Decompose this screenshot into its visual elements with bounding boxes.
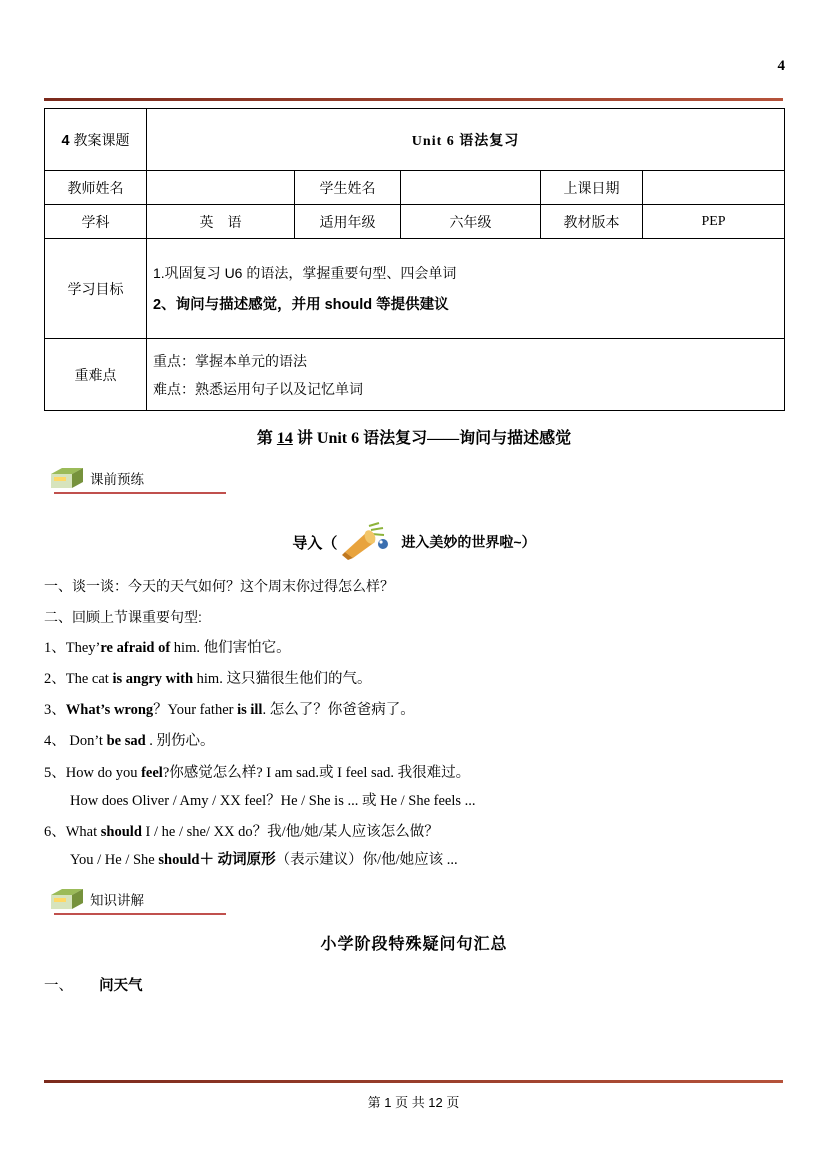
table-row <box>45 339 785 411</box>
cell-difficulty-label: 重难点 <box>45 339 147 411</box>
footer-page-indicator: 第 1 页 共 12 页 <box>367 1095 460 1110</box>
sentence-fragment: . 怎么了？你爸爸病了。 <box>262 702 415 719</box>
sentence-line-3 <box>44 701 784 719</box>
sentence-fragment: feel <box>141 764 163 781</box>
lecture-number: 14 <box>276 430 293 447</box>
cell-teacher-value <box>147 171 295 205</box>
goal-line-2: 2、询问与描述感觉，并用 should 等提供建议 <box>153 297 449 313</box>
cell-goal-label: 学习目标 <box>45 239 147 339</box>
sentence-fragment: ?你感觉怎么样? I am sad.或 I feel sad. 我很难过。 <box>162 764 471 781</box>
lecture-middle: 讲 <box>296 430 313 447</box>
sentence-fragment: him. 这只猫很生他们的气。 <box>193 671 372 688</box>
sentence-fragment: The cat <box>65 671 113 688</box>
lecture-heading <box>44 425 784 448</box>
topic-number: 4 <box>61 132 70 149</box>
sentence-fragment: should <box>100 823 142 840</box>
sentence-fragment: How do you <box>65 764 142 781</box>
section-tag-underline <box>54 913 226 915</box>
section-tag-label: 知识讲解 <box>90 892 144 908</box>
sentence-line-6 <box>44 823 784 841</box>
knowledge-item-1-index: 一、 <box>44 977 73 994</box>
table-row <box>45 171 785 205</box>
sentence-fragment: re afraid of <box>100 640 171 656</box>
sentence-fragment: They’ <box>65 640 101 656</box>
header-rule <box>44 98 783 101</box>
sentence-index: 6、 <box>44 823 66 840</box>
footer-rule <box>44 1080 783 1083</box>
knowledge-heading: 小学阶段特殊疑问句汇总 <box>320 935 508 953</box>
sentence-index: 1、 <box>44 640 66 656</box>
green-arrow-icon <box>50 888 84 912</box>
sentence-fragment: （表示建议）你/他/她应该 ... <box>275 851 458 868</box>
table-row <box>45 109 785 171</box>
review-item-2: 二、回顾上节课重要句型: <box>44 608 202 625</box>
cell-teacher-label: 教师姓名 <box>45 171 147 205</box>
cell-grade-value: 六年级 <box>401 205 541 239</box>
section-tag-underline <box>54 492 226 494</box>
section-tag-knowledge <box>50 885 784 915</box>
cell-book-label: 教材版本 <box>541 205 643 239</box>
sentence-line-4 <box>44 732 784 750</box>
sentence-fragment: is angry with <box>112 671 194 688</box>
cell-subject-value: 英 语 <box>147 205 295 239</box>
knowledge-item-1-text: 问天气 <box>99 977 143 994</box>
topic-label: 教案课题 <box>73 131 130 148</box>
green-arrow-icon <box>50 467 84 491</box>
sentence-line-5-sub: How does Oliver / Amy / XX feel？He / She is ... 或 He / She feels ... <box>70 792 476 809</box>
table-row <box>45 239 785 339</box>
cell-subject-label: 学科 <box>45 205 147 239</box>
cell-difficulty-value <box>147 339 785 411</box>
table-row <box>45 205 785 239</box>
sentence-fragment: You / He / She <box>70 851 159 868</box>
review-item-1: 一、谈一谈：今天的天气如何？这个周末你过得怎么样？ <box>44 578 394 594</box>
sentence-fragment: is ill <box>237 702 263 719</box>
cell-grade-label: 适用年级 <box>295 205 401 239</box>
megaphone-icon <box>339 522 399 562</box>
cell-topic-label <box>45 109 147 171</box>
sentence-fragment: ？Your father <box>153 702 238 719</box>
section-tag-label: 课前预练 <box>90 472 144 487</box>
sentence-fragment: Don’t <box>65 733 107 750</box>
cell-date-label: 上课日期 <box>541 171 643 205</box>
sentence-fragment: What’s wrong <box>65 702 154 719</box>
sentence-fragment: I / he / she/ XX do？我/他/她/某人应该怎么做？ <box>141 823 439 840</box>
review-body <box>44 578 784 869</box>
sentence-index: 3、 <box>44 702 66 719</box>
sentence-line-2 <box>44 670 784 688</box>
goal-line-1: 1.巩固复习 U6 的语法，掌握重要句型、四会单词 <box>153 265 457 281</box>
intro-left-label: 导入（ <box>292 534 338 552</box>
sentence-index: 5、 <box>44 764 66 781</box>
sentence-index: 2、 <box>44 671 66 688</box>
cell-lesson-title: Unit 6 语法复习 <box>147 109 785 171</box>
section-tag-pre-class <box>50 464 784 494</box>
sentence-fragment: . 别伤心。 <box>145 733 215 750</box>
sentence-fragment: should＋ 动词原形 <box>158 851 276 868</box>
page-number-top: 4 <box>777 58 785 74</box>
cell-date-value <box>643 171 785 205</box>
lecture-prefix: 第 <box>256 430 273 447</box>
page-content <box>44 108 784 995</box>
sentence-line-1 <box>44 639 784 657</box>
cell-student-label: 学生姓名 <box>295 171 401 205</box>
lesson-info-table <box>44 108 785 411</box>
cell-student-value <box>401 171 541 205</box>
intro-row <box>44 522 784 562</box>
sentence-index: 4、 <box>44 733 66 750</box>
difficulty-line-1: 重点：掌握本单元的语法 <box>153 352 307 369</box>
cell-goal-value <box>147 239 785 339</box>
sentence-fragment: him. 他们害怕它。 <box>170 640 291 656</box>
sentence-line-6-sub <box>70 848 784 869</box>
knowledge-item-1 <box>44 974 784 995</box>
intro-right-label: 进入美妙的世界啦~） <box>401 534 536 550</box>
difficulty-line-2: 难点：熟悉运用句子以及记忆单词 <box>153 380 363 397</box>
sentence-fragment: be sad <box>106 733 146 750</box>
sentence-line-5 <box>44 764 784 782</box>
sentence-fragment: What <box>65 823 101 840</box>
cell-book-value: PEP <box>643 205 785 239</box>
lecture-title-text: Unit 6 语法复习——询问与描述感觉 <box>316 430 572 447</box>
